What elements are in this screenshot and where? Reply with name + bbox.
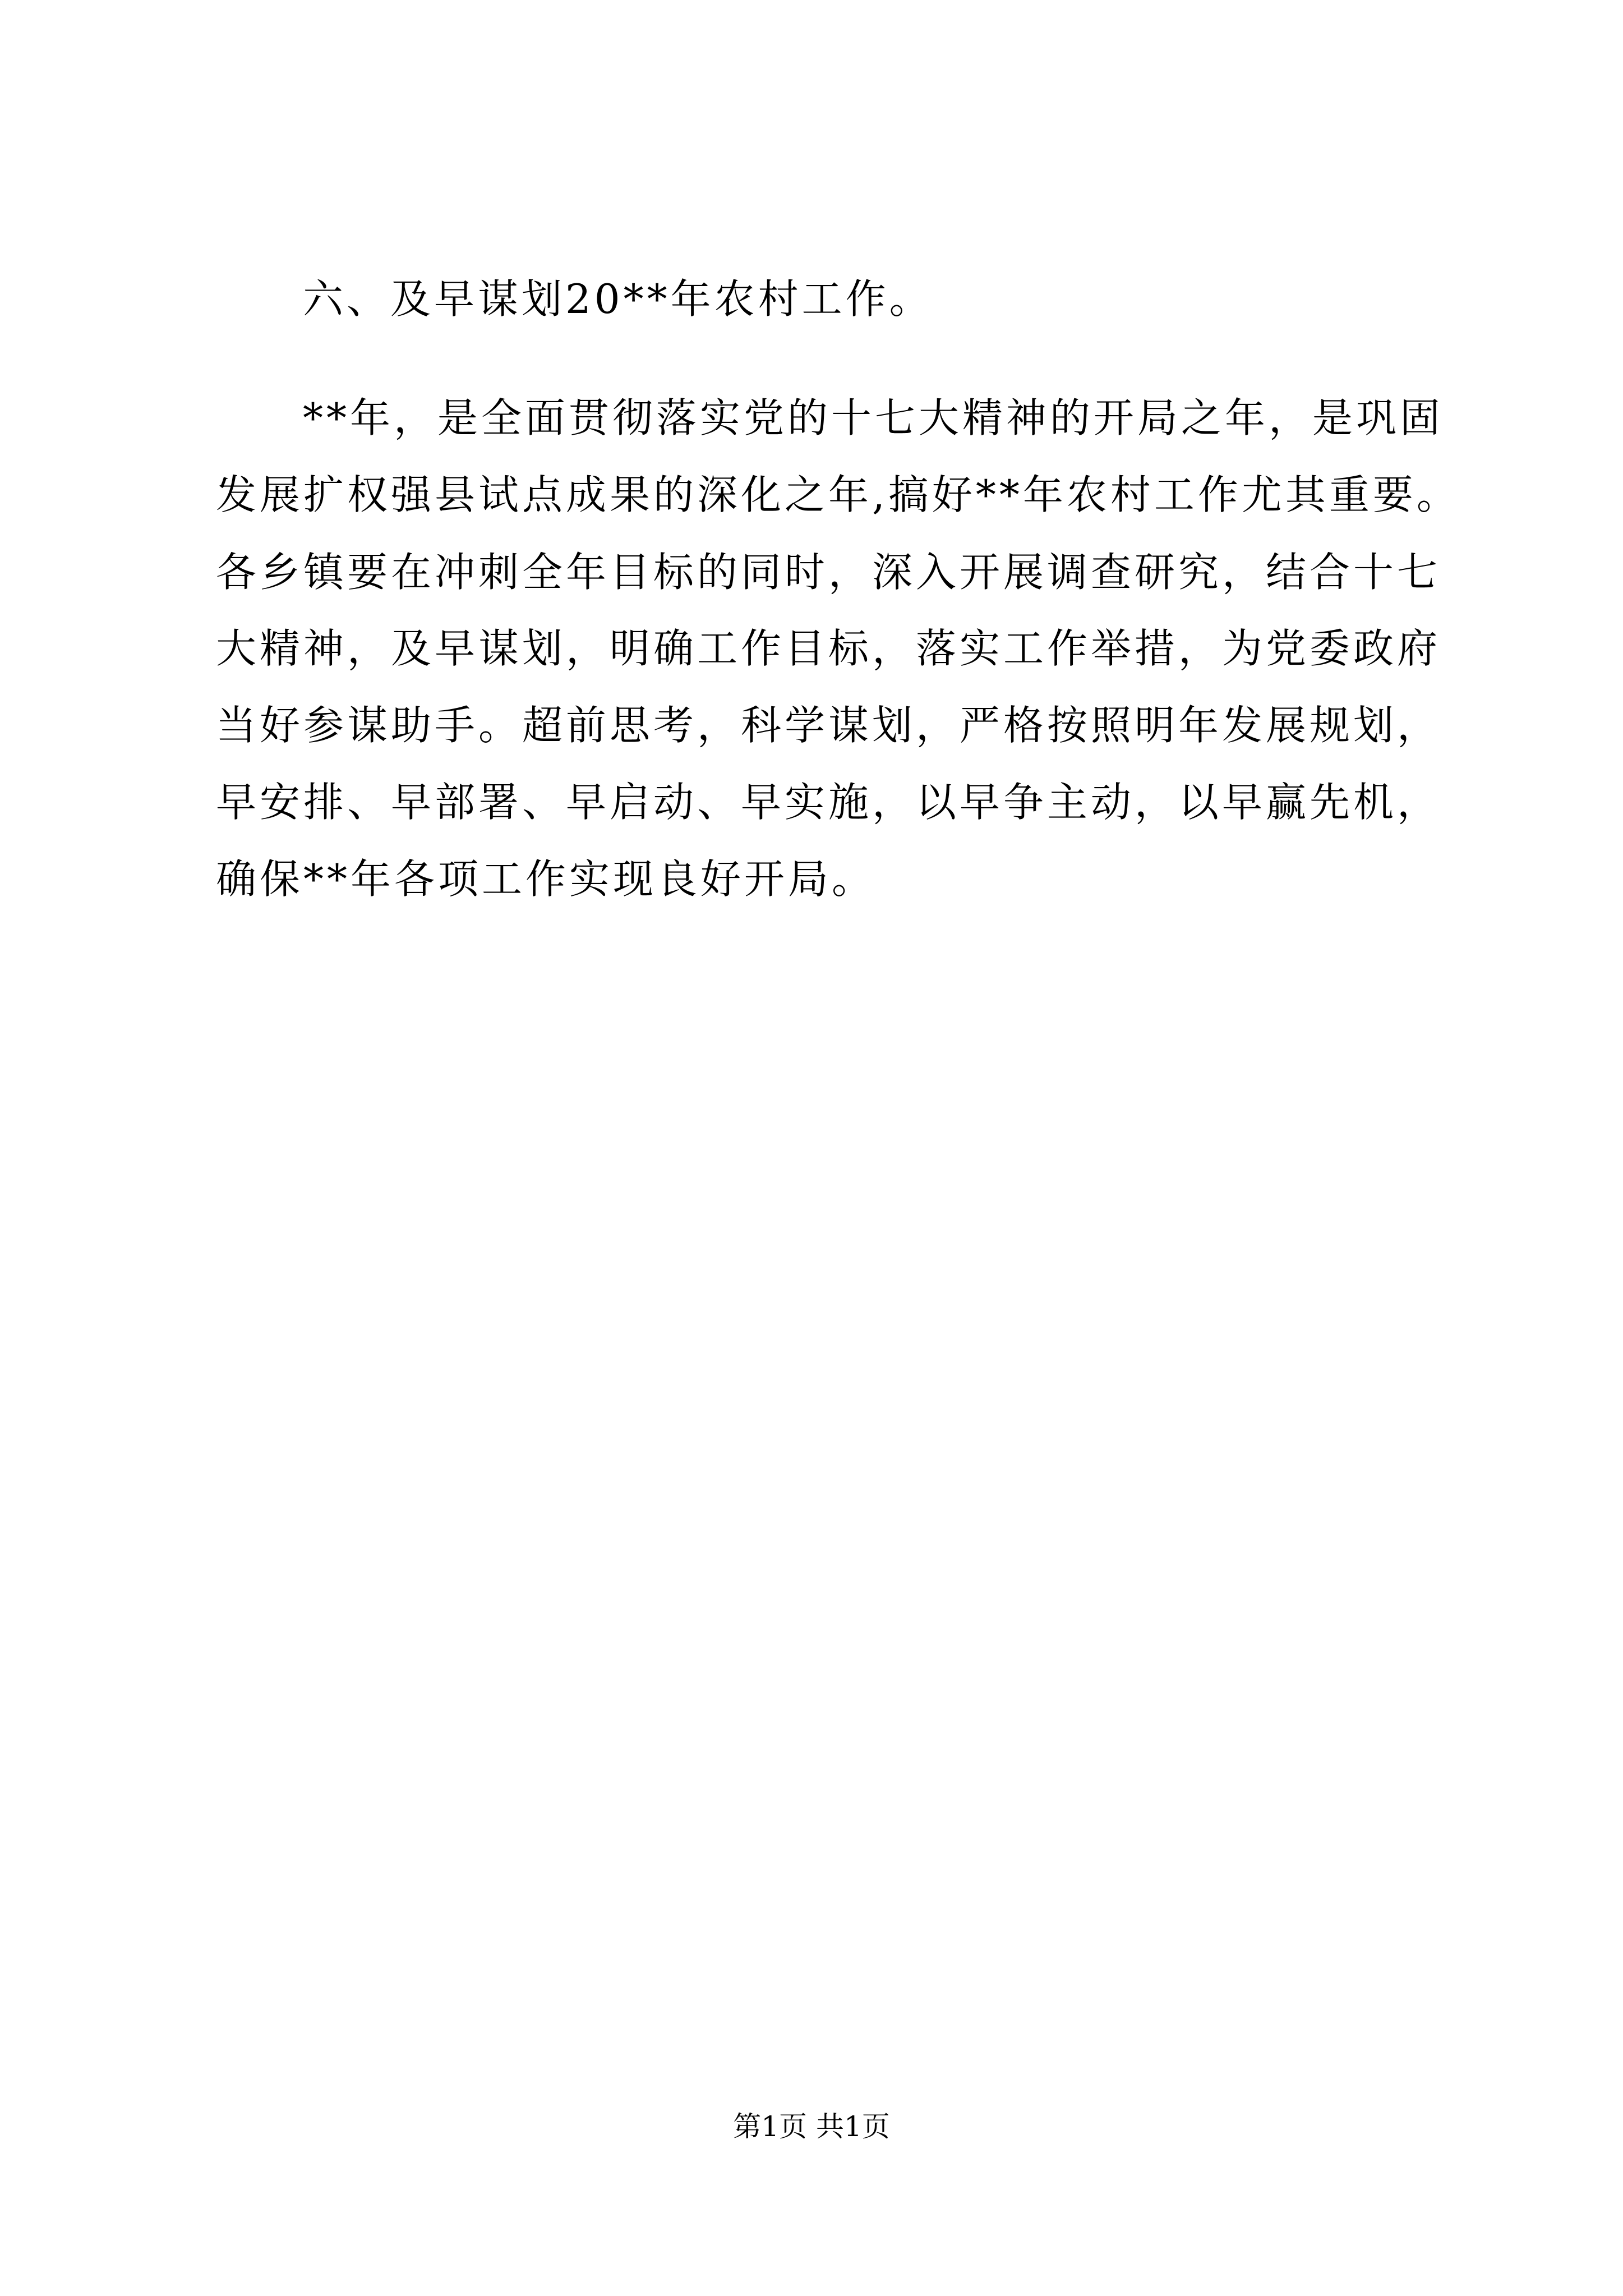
paragraph-line: 当好参谋助手。超前思考，科学谋划，严格按照明年发展规划， — [216, 702, 1441, 749]
paragraph-line: 发展扩权强县试点成果的深化之年,搞好**年农村工作尤其重要。 — [216, 471, 1460, 518]
page-number-footer: 第1页 共1页 — [733, 2110, 890, 2143]
paragraph-line: 大精神，及早谋划，明确工作目标，落实工作举措，为党委政府 — [216, 625, 1441, 672]
paragraph-line: **年，是全面贯彻落实党的十七大精神的开局之年，是巩固 — [303, 394, 1444, 441]
paragraph-line: 早安排、早部署、早启动、早实施，以早争主动，以早赢先机， — [216, 779, 1441, 826]
paragraph-line: 确保**年各项工作实现良好开局。 — [216, 855, 876, 903]
paragraph-line: 各乡镇要在冲刺全年目标的同时，深入开展调查研究，结合十七 — [216, 549, 1441, 596]
section-heading: 六、及早谋划20**年农村工作。 — [303, 275, 933, 323]
